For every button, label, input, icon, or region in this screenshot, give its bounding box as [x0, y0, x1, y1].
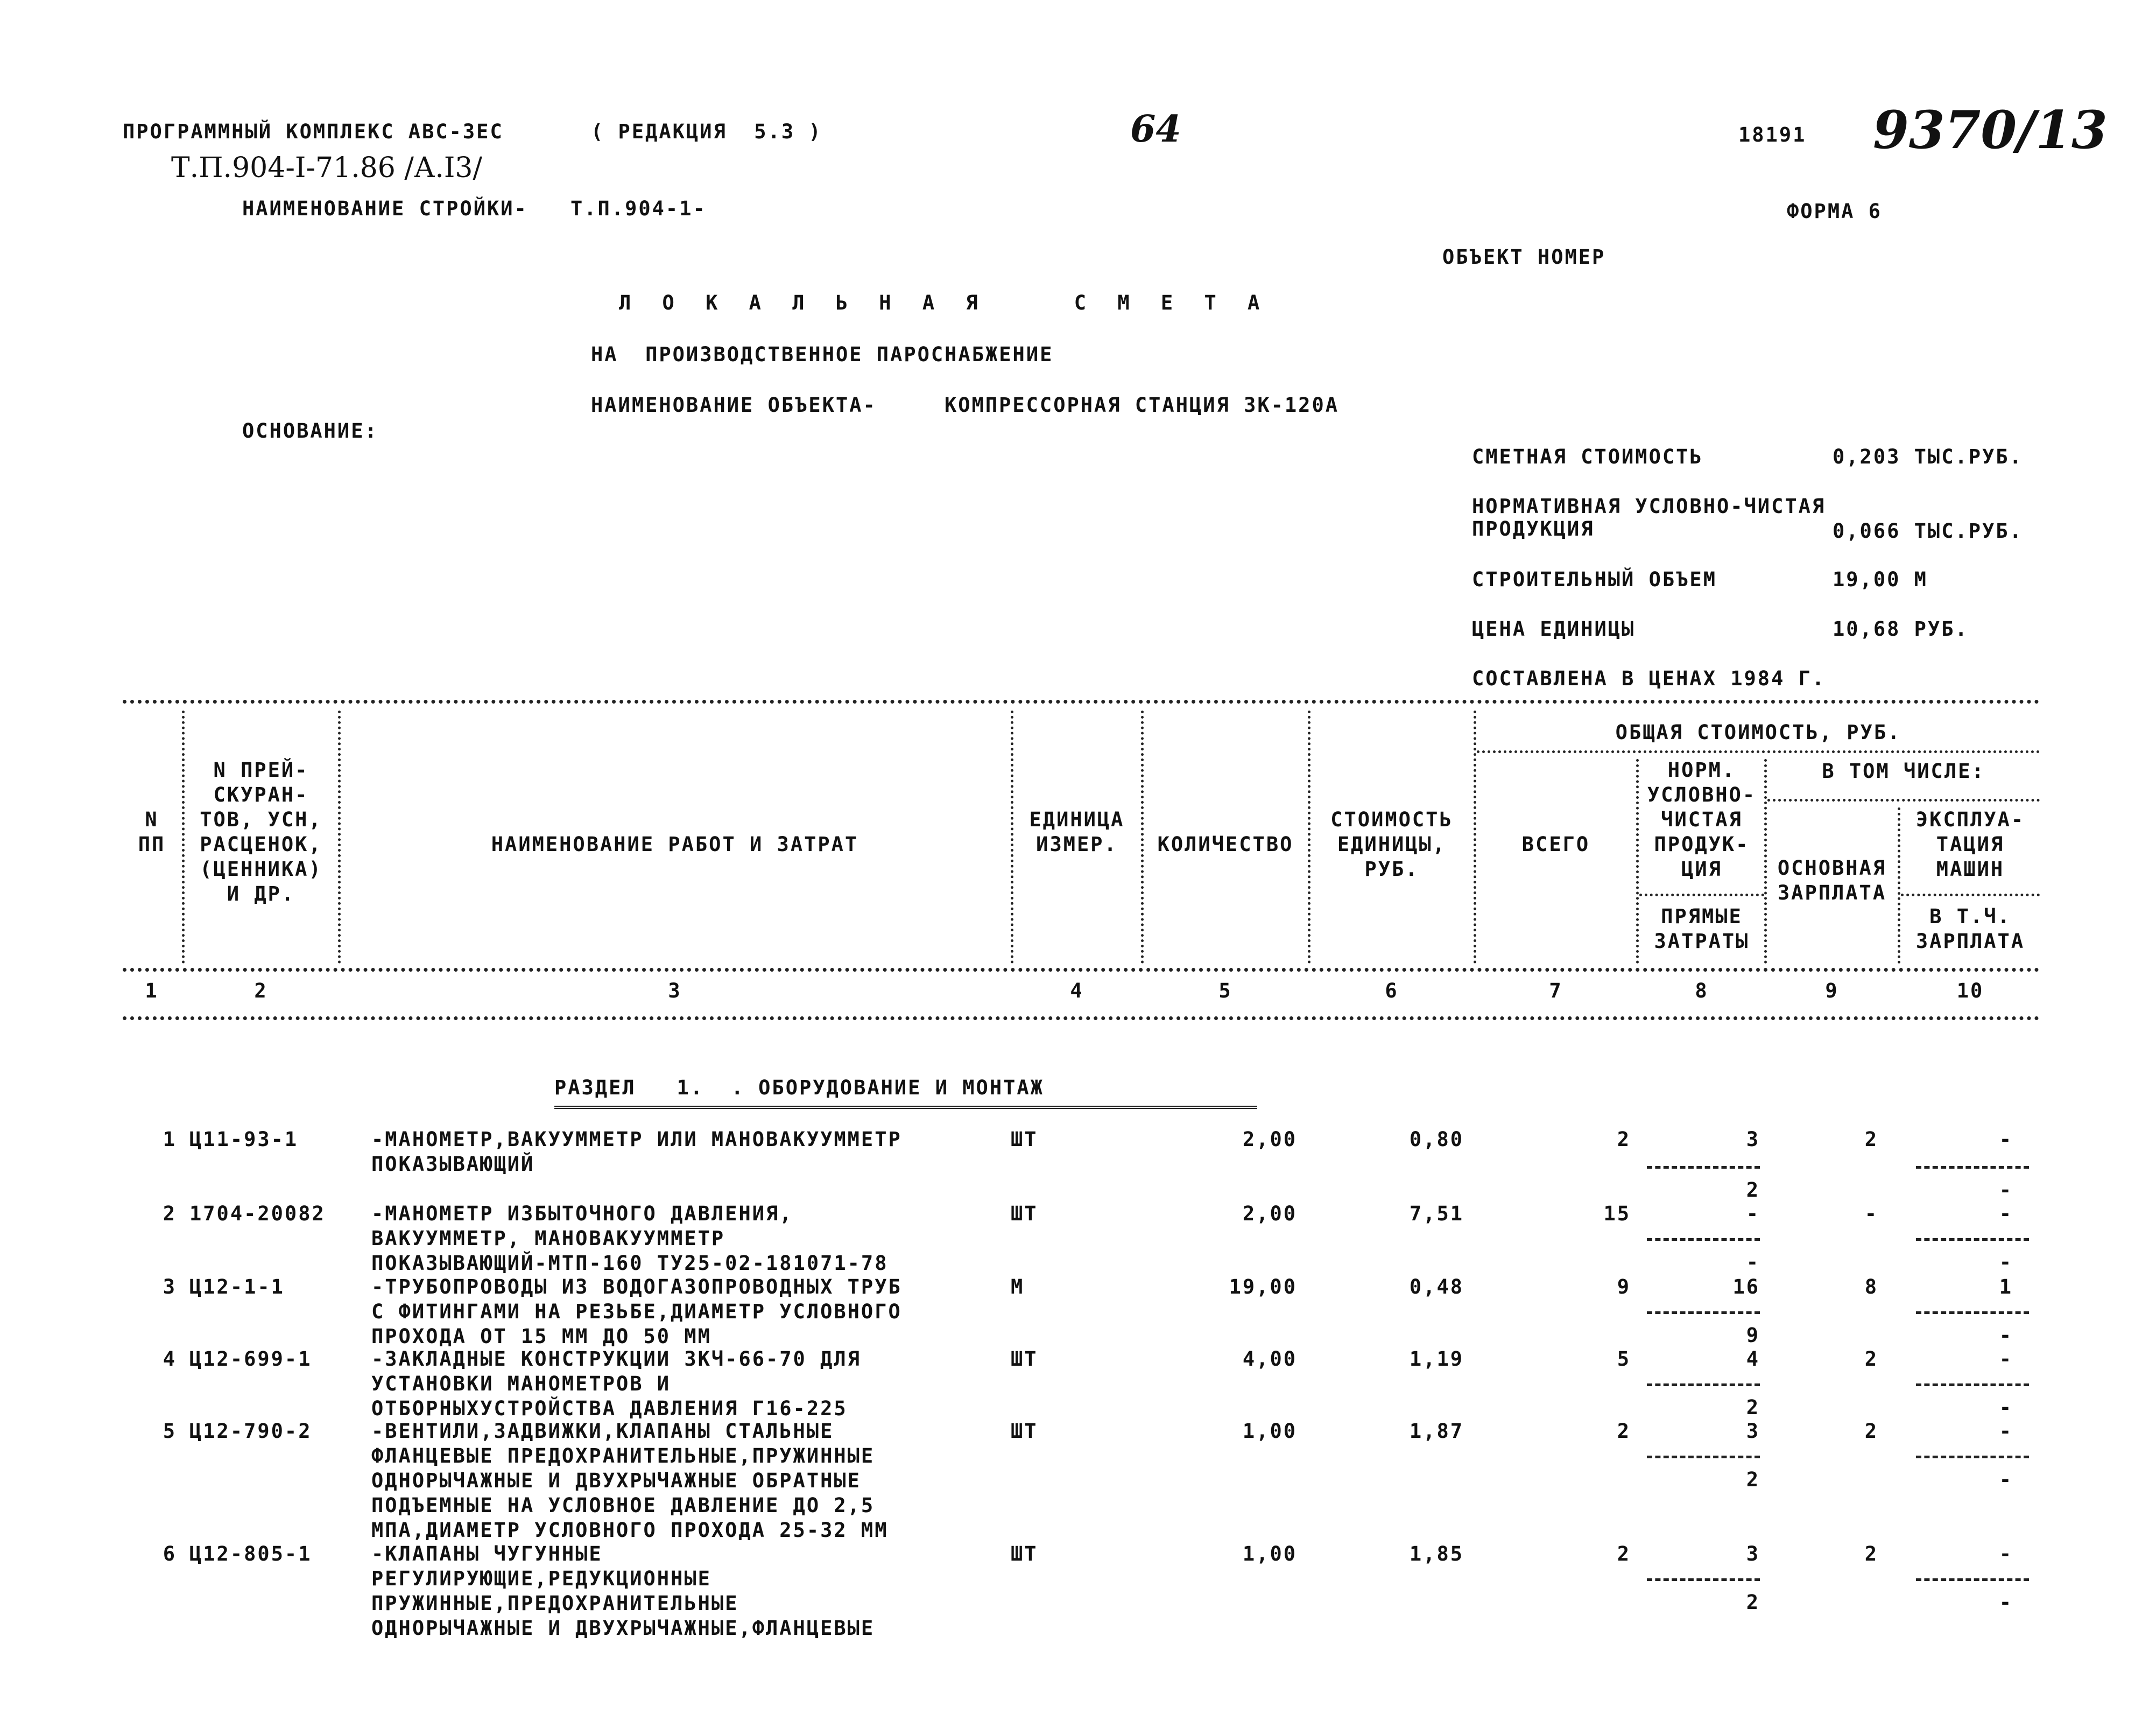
row-machines-salary: -	[1999, 1468, 2013, 1491]
cell-divider	[1916, 1578, 2029, 1581]
row-name: -ЗАКЛАДНЫЕ КОНСТРУКЦИИ ЗКЧ-66-70 ДЛЯ УСТАНОВКИ МАНОМЕТРОВ И ОТБОРНЫХУСТРОЙСТВА ДАВЛЕНИЯ Г16-225	[371, 1347, 861, 1420]
row-price: 0,48	[1409, 1275, 1464, 1298]
row-direct: 9	[1746, 1324, 1760, 1347]
cell-divider	[1916, 1311, 2029, 1314]
program-name: ПРОГРАММНЫЙ КОМПЛЕКС АВС-ЗЕС	[123, 120, 504, 143]
cell-divider	[1647, 1578, 1760, 1581]
row-number: 1	[163, 1128, 177, 1151]
row-unit: ШТ	[1011, 1202, 1038, 1225]
header-subrule	[1767, 799, 2040, 802]
col-divider	[1011, 711, 1013, 964]
row-name: -ТРУБОПРОВОДЫ ИЗ ВОДОГАЗОПРОВОДНЫХ ТРУБ С ФИТИНГАМИ НА РЕЗЬБЕ,ДИАМЕТР УСЛОВНОГО ПРОХОДА ОТ 15 ММ ДО 50 ММ	[371, 1275, 902, 1348]
row-direct: 2	[1746, 1396, 1760, 1419]
object-name-label: НАИМЕНОВАНИЕ ОБЪЕКТА-	[591, 394, 877, 417]
row-machines-salary: -	[1999, 1396, 2013, 1419]
row-name: -ВЕНТИЛИ,ЗАДВИЖКИ,КЛАПАНЫ СТАЛЬНЫЕ ФЛАНЦЕВЫЕ ПРЕДОХРАНИТЕЛЬНЫЕ,ПРУЖИННЫЕ ОДНОРЫЧАЖНЫЕ И ДВУХРЫЧАЖНЫЕ ОБРАТНЫЕ ПОДЪЕМНЫЕ НА УСЛОВНОЕ ДАВЛЕНИЕ ДО 2,5 МПА,ДИАМЕТР УСЛОВНОГО ПРОХОДА 25-32 ММ	[371, 1420, 889, 1542]
row-price: 1,85	[1409, 1542, 1464, 1565]
basis-label: ОСНОВАНИЕ:	[242, 419, 378, 442]
row-number: 5	[163, 1420, 177, 1443]
row-number: 6	[163, 1542, 177, 1565]
cell-divider	[1916, 1456, 2029, 1458]
row-name: -МАНОМЕТР ИЗБЫТОЧНОГО ДАВЛЕНИЯ, ВАКУУММЕТР, МАНОВАКУУММЕТР ПОКАЗЫВАЮЩИЙ-МТП-160 ТУ25-02-181071-78	[371, 1202, 889, 1275]
col-divider	[338, 711, 341, 964]
row-qty: 2,00	[1242, 1128, 1297, 1151]
col-number: 8	[1695, 979, 1709, 1002]
cost-value: 0,203 ТЫС.РУБ.	[1833, 445, 2023, 468]
header-subrule	[1639, 894, 1764, 896]
cell-divider	[1916, 1166, 2029, 1169]
form-label: ФОРМА 6	[1787, 200, 1882, 223]
col-total-header: ВСЕГО	[1521, 833, 1590, 856]
document-subtitle: НА ПРОИЗВОДСТВЕННОЕ ПАРОСНАБЖЕНИЕ	[591, 343, 1054, 366]
incl-group: В ТОМ ЧИСЛЕ:	[1822, 760, 1985, 783]
typed-ref: Т.П.904-I-71.86 /А.I3/	[171, 152, 482, 184]
row-total: 2	[1617, 1542, 1631, 1565]
col-n-header: N ПП	[138, 808, 166, 856]
section-underline	[554, 1106, 1257, 1109]
col-qty-header: КОЛИЧЕСТВО	[1157, 833, 1294, 856]
row-norm: 16	[1732, 1275, 1760, 1298]
col-number: 9	[1825, 979, 1839, 1002]
row-code: Ц12-790-2	[189, 1420, 312, 1443]
row-qty: 19,00	[1229, 1275, 1297, 1298]
edition: ( РЕДАКЦИЯ 5.3 )	[591, 120, 822, 143]
col-number: 3	[668, 979, 682, 1002]
row-unit: ШТ	[1011, 1128, 1038, 1151]
row-code: Ц12-805-1	[189, 1542, 312, 1565]
col-code-header: N ПРЕЙ- СКУРАН- ТОВ, УСН, РАСЦЕНОК, (ЦЕННИКА) И ДР.	[200, 758, 322, 905]
header-subrule	[1901, 894, 2040, 896]
row-direct: 2	[1746, 1468, 1760, 1491]
string-name-label: НАИМЕНОВАНИЕ СТРОЙКИ-	[242, 197, 528, 220]
row-name: -МАНОМЕТР,ВАКУУММЕТР ИЛИ МАНОВАКУУММЕТР ПОКАЗЫВАЮЩИЙ	[371, 1128, 902, 1176]
row-qty: 1,00	[1242, 1542, 1297, 1565]
norm-label-1: НОРМАТИВНАЯ УСЛОВНО-ЧИСТАЯ	[1472, 495, 1826, 518]
page-number: 64	[1130, 108, 1181, 151]
col-divider	[1636, 759, 1639, 964]
row-number: 2	[163, 1202, 177, 1225]
row-unit: ШТ	[1011, 1420, 1038, 1443]
col-divider	[1764, 759, 1767, 964]
row-price: 1,87	[1409, 1420, 1464, 1443]
row-machines: -	[1999, 1128, 2013, 1151]
row-machines: 1	[1999, 1275, 2013, 1298]
row-machines: -	[1999, 1347, 2013, 1371]
col-norm-header: НОРМ. УСЛОВНО- ЧИСТАЯ ПРОДУК- ЦИЯ	[1647, 758, 1757, 881]
header-subrule	[1477, 750, 2040, 753]
row-price: 7,51	[1409, 1202, 1464, 1225]
cell-divider	[1916, 1238, 2029, 1241]
row-salary: 8	[1864, 1275, 1878, 1298]
norm-label-2: ПРОДУКЦИЯ	[1472, 517, 1595, 540]
header-bottom-rule	[123, 968, 2040, 972]
row-unit: М	[1011, 1275, 1025, 1298]
row-code: Ц12-1-1	[189, 1275, 285, 1298]
row-salary: -	[1864, 1202, 1878, 1225]
row-total: 9	[1617, 1275, 1631, 1298]
row-norm: 3	[1746, 1542, 1760, 1565]
row-machines: -	[1999, 1542, 2013, 1565]
col-number: 6	[1385, 979, 1399, 1002]
col-name-header: НАИМЕНОВАНИЕ РАБОТ И ЗАТРАТ	[491, 833, 859, 856]
prices-note: СОСТАВЛЕНА В ЦЕНАХ 1984 Г.	[1472, 667, 1826, 690]
volume-value: 19,00 М	[1833, 568, 1928, 591]
col-divider	[182, 711, 185, 964]
col-number: 1	[145, 979, 159, 1002]
total-cost-group: ОБЩАЯ СТОИМОСТЬ, РУБ.	[1615, 721, 1901, 744]
row-machines: -	[1999, 1202, 2013, 1225]
code-number: 18191	[1738, 123, 1807, 146]
col-salary-header: ОСНОВНАЯ ЗАРПЛАТА	[1777, 856, 1887, 904]
col-number: 10	[1956, 979, 1984, 1002]
col-number: 7	[1549, 979, 1563, 1002]
norm-value: 0,066 ТЫС.РУБ.	[1833, 519, 2023, 543]
col-number: 4	[1070, 979, 1084, 1002]
row-salary: 2	[1864, 1420, 1878, 1443]
row-machines: -	[1999, 1420, 2013, 1443]
col-machines-salary-header: В Т.Ч. ЗАРПЛАТА	[1915, 905, 2025, 953]
row-price: 0,80	[1409, 1128, 1464, 1151]
col-unit-header: ЕДИНИЦА ИЗМЕР.	[1029, 808, 1125, 856]
numbers-bottom-rule	[123, 1016, 2040, 1020]
row-norm: 4	[1746, 1347, 1760, 1371]
col-number: 2	[254, 979, 268, 1002]
row-qty: 4,00	[1242, 1347, 1297, 1371]
row-qty: 2,00	[1242, 1202, 1297, 1225]
section-title: РАЗДЕЛ 1. . ОБОРУДОВАНИЕ И МОНТАЖ	[554, 1076, 1044, 1099]
row-unit: ШТ	[1011, 1542, 1038, 1565]
row-direct: -	[1746, 1251, 1760, 1274]
row-total: 2	[1617, 1420, 1631, 1443]
row-total: 15	[1603, 1202, 1631, 1225]
row-number: 4	[163, 1347, 177, 1371]
unit-price-value: 10,68 РУБ.	[1833, 617, 1969, 641]
row-norm: 3	[1746, 1128, 1760, 1151]
object-number-label: ОБЪЕКТ НОМЕР	[1442, 245, 1606, 269]
row-salary: 2	[1864, 1542, 1878, 1565]
table-top-rule	[123, 700, 2040, 704]
row-code: 1704-20082	[189, 1202, 326, 1225]
row-price: 1,19	[1409, 1347, 1464, 1371]
row-direct: 2	[1746, 1178, 1760, 1202]
col-divider	[1898, 807, 1900, 964]
row-unit: ШТ	[1011, 1347, 1038, 1371]
col-number: 5	[1218, 979, 1232, 1002]
col-machines-header: ЭКСПЛУА- ТАЦИЯ МАШИН	[1915, 808, 2025, 881]
object-name-value: КОМПРЕССОРНАЯ СТАНЦИЯ ЗК-120А	[945, 394, 1340, 417]
col-price-header: СТОИМОСТЬ ЕДИНИЦЫ, РУБ.	[1330, 808, 1453, 881]
row-code: Ц11-93-1	[189, 1128, 299, 1151]
cell-divider	[1647, 1166, 1760, 1169]
row-salary: 2	[1864, 1128, 1878, 1151]
row-number: 3	[163, 1275, 177, 1298]
cell-divider	[1647, 1238, 1760, 1241]
document-title: Л О К А Л Ь Н А Я С М Е Т А	[619, 291, 1270, 314]
row-machines-salary: -	[1999, 1591, 2013, 1614]
row-norm: 3	[1746, 1420, 1760, 1443]
row-machines-salary: -	[1999, 1324, 2013, 1347]
handwritten-ref: 9370/13	[1873, 100, 2108, 160]
row-total: 5	[1617, 1347, 1631, 1371]
unit-price-label: ЦЕНА ЕДИНИЦЫ	[1472, 617, 1636, 641]
row-machines-salary: -	[1999, 1251, 2013, 1274]
row-norm: -	[1746, 1202, 1760, 1225]
cell-divider	[1647, 1383, 1760, 1386]
col-divider	[1141, 711, 1144, 964]
row-name: -КЛАПАНЫ ЧУГУННЫЕ РЕГУЛИРУЮЩИЕ,РЕДУКЦИОННЫЕ ПРУЖИННЫЕ,ПРЕДОХРАНИТЕЛЬНЫЕ ОДНОРЫЧАЖНЫЕ И ДВУХРЫЧАЖНЫЕ,ФЛАНЦЕВЫЕ	[371, 1542, 875, 1640]
row-qty: 1,00	[1242, 1420, 1297, 1443]
volume-label: СТРОИТЕЛЬНЫЙ ОБЪЕМ	[1472, 568, 1717, 591]
row-salary: 2	[1864, 1347, 1878, 1371]
cell-divider	[1647, 1456, 1760, 1458]
col-direct-header: ПРЯМЫЕ ЗАТРАТЫ	[1654, 905, 1750, 953]
col-divider	[1308, 711, 1310, 964]
row-direct: 2	[1746, 1591, 1760, 1614]
string-name-value: Т.П.904-1-	[570, 197, 707, 220]
cell-divider	[1916, 1383, 2029, 1386]
row-machines-salary: -	[1999, 1178, 2013, 1202]
row-total: 2	[1617, 1128, 1631, 1151]
cell-divider	[1647, 1311, 1760, 1314]
row-code: Ц12-699-1	[189, 1347, 312, 1371]
col-divider	[1474, 711, 1476, 964]
cost-label: СМЕТНАЯ СТОИМОСТЬ	[1472, 445, 1703, 468]
